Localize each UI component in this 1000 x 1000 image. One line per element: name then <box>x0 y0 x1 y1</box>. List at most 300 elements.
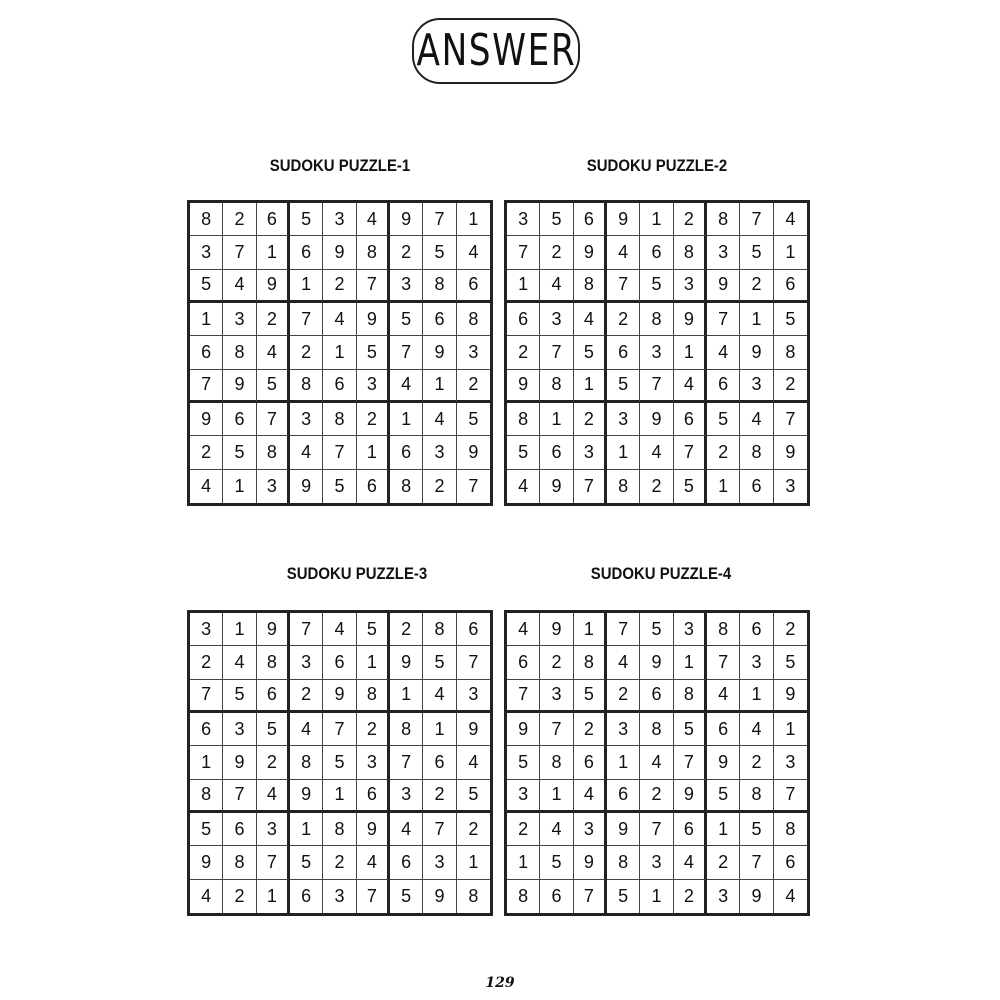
puzzle-3-title: SUDOKU PUZZLE-3 <box>286 564 428 583</box>
sudoku-cell: 3 <box>507 203 540 236</box>
sudoku-cell: 6 <box>774 846 807 879</box>
sudoku-cell: 2 <box>290 336 323 369</box>
sudoku-cell: 6 <box>390 846 423 879</box>
sudoku-cell: 3 <box>223 303 256 336</box>
sudoku-cell: 2 <box>540 236 573 269</box>
sudoku-cell: 1 <box>540 403 573 436</box>
sudoku-cell: 9 <box>290 780 323 813</box>
sudoku-cell: 6 <box>457 613 490 646</box>
sudoku-cell: 2 <box>190 646 223 679</box>
sudoku-cell: 1 <box>574 613 607 646</box>
sudoku-cell: 8 <box>674 680 707 713</box>
sudoku-cell: 5 <box>774 303 807 336</box>
sudoku-cell: 8 <box>357 236 390 269</box>
sudoku-cell: 6 <box>507 303 540 336</box>
sudoku-cell: 2 <box>607 303 640 336</box>
sudoku-cell: 1 <box>290 813 323 846</box>
sudoku-cell: 8 <box>357 680 390 713</box>
sudoku-cell: 3 <box>740 370 773 403</box>
sudoku-cell: 1 <box>423 713 456 746</box>
sudoku-cell: 3 <box>774 746 807 779</box>
sudoku-cell: 6 <box>607 780 640 813</box>
sudoku-cell: 8 <box>390 470 423 503</box>
sudoku-cell: 7 <box>290 613 323 646</box>
sudoku-cell: 7 <box>457 646 490 679</box>
sudoku-cell: 3 <box>190 236 223 269</box>
sudoku-cell: 6 <box>423 746 456 779</box>
sudoku-cell: 9 <box>257 270 290 303</box>
sudoku-cell: 6 <box>290 880 323 913</box>
sudoku-cell: 5 <box>390 880 423 913</box>
puzzle-4-grid <box>504 610 810 916</box>
sudoku-cell: 3 <box>457 336 490 369</box>
sudoku-cell: 5 <box>357 613 390 646</box>
sudoku-cell: 3 <box>323 880 356 913</box>
sudoku-cell: 2 <box>257 746 290 779</box>
sudoku-cell: 7 <box>740 846 773 879</box>
sudoku-cell: 6 <box>257 680 290 713</box>
sudoku-cell: 1 <box>357 436 390 469</box>
sudoku-cell: 5 <box>674 470 707 503</box>
sudoku-cell: 4 <box>674 846 707 879</box>
sudoku-cell: 3 <box>423 436 456 469</box>
sudoku-cell: 7 <box>223 780 256 813</box>
sudoku-cell: 7 <box>390 336 423 369</box>
sudoku-cell: 6 <box>357 780 390 813</box>
sudoku-cell: 7 <box>257 403 290 436</box>
sudoku-cell: 2 <box>323 846 356 879</box>
sudoku-cell: 3 <box>785 475 796 496</box>
sudoku-cell: 1 <box>540 780 573 813</box>
sudoku-cell: 4 <box>357 203 390 236</box>
sudoku-cell: 4 <box>223 646 256 679</box>
sudoku-cell: 2 <box>357 403 390 436</box>
sudoku-cell: 2 <box>423 470 456 503</box>
sudoku-cell: 2 <box>707 436 740 469</box>
sudoku-cell: 6 <box>507 646 540 679</box>
sudoku-cell: 2 <box>774 613 807 646</box>
sudoku-cell: 8 <box>640 713 673 746</box>
sudoku-cell: 9 <box>707 270 740 303</box>
sudoku-cell: 7 <box>540 713 573 746</box>
puzzle-3-grid <box>187 610 493 916</box>
sudoku-cell: 2 <box>674 203 707 236</box>
sudoku-cell: 5 <box>540 846 573 879</box>
sudoku-cell: 5 <box>574 336 607 369</box>
sudoku-cell: 8 <box>607 470 640 503</box>
sudoku-cell: 3 <box>390 270 423 303</box>
sudoku-cell: 7 <box>707 646 740 679</box>
sudoku-cell: 7 <box>357 880 390 913</box>
sudoku-cell: 4 <box>540 270 573 303</box>
sudoku-cell: 8 <box>507 880 540 913</box>
sudoku-cell: 8 <box>507 403 540 436</box>
sudoku-cell: 8 <box>423 613 456 646</box>
sudoku-cell: 2 <box>574 713 607 746</box>
sudoku-cell: 2 <box>740 746 773 779</box>
sudoku-cell: 7 <box>674 436 707 469</box>
sudoku-cell: 3 <box>423 846 456 879</box>
sudoku-cell: 9 <box>574 236 607 269</box>
sudoku-cell: 6 <box>674 813 707 846</box>
sudoku-cell: 2 <box>640 780 673 813</box>
sudoku-cell: 1 <box>740 680 773 713</box>
sudoku-cell: 8 <box>740 780 773 813</box>
sudoku-cell: 4 <box>640 746 673 779</box>
sudoku-cell: 5 <box>257 713 290 746</box>
sudoku-cell: 6 <box>607 336 640 369</box>
sudoku-cell: 9 <box>607 203 640 236</box>
sudoku-cell: 1 <box>740 303 773 336</box>
sudoku-cell: 6 <box>574 746 607 779</box>
sudoku-cell: 6 <box>707 713 740 746</box>
sudoku-cell: 7 <box>507 680 540 713</box>
sudoku-cell: 8 <box>574 270 607 303</box>
sudoku-cell: 2 <box>390 613 423 646</box>
sudoku-cell: 5 <box>607 880 640 913</box>
sudoku-cell: 4 <box>390 370 423 403</box>
sudoku-cell: 7 <box>674 746 707 779</box>
sudoku-cell: 1 <box>190 303 223 336</box>
sudoku-cell: 6 <box>540 880 573 913</box>
sudoku-cell: 6 <box>290 236 323 269</box>
sudoku-cell: 3 <box>640 336 673 369</box>
sudoku-cell: 9 <box>457 713 490 746</box>
sudoku-cell: 7 <box>607 613 640 646</box>
sudoku-cell: 3 <box>357 746 390 779</box>
sudoku-cell: 5 <box>290 846 323 879</box>
sudoku-cell: 8 <box>190 780 223 813</box>
sudoku-cell: 8 <box>223 336 256 369</box>
sudoku-cell: 6 <box>740 470 773 503</box>
sudoku-cell: 7 <box>574 880 607 913</box>
sudoku-cell: 4 <box>707 336 740 369</box>
sudoku-cell: 7 <box>607 270 640 303</box>
sudoku-cell: 8 <box>290 370 323 403</box>
sudoku-cell: 1 <box>507 846 540 879</box>
sudoku-cell: 2 <box>507 336 540 369</box>
sudoku-cell: 6 <box>323 646 356 679</box>
sudoku-cell: 5 <box>457 403 490 436</box>
answer-title-frame <box>412 18 580 84</box>
sudoku-cell: 6 <box>423 303 456 336</box>
sudoku-cell: 5 <box>457 780 490 813</box>
sudoku-cell: 4 <box>740 403 773 436</box>
sudoku-cell: 1 <box>290 270 323 303</box>
sudoku-cell: 9 <box>357 303 390 336</box>
sudoku-cell: 9 <box>574 846 607 879</box>
sudoku-cell: 7 <box>468 475 479 496</box>
sudoku-cell: 7 <box>390 746 423 779</box>
sudoku-cell: 6 <box>323 370 356 403</box>
puzzle-4-title: SUDOKU PUZZLE-4 <box>590 564 732 583</box>
sudoku-cell: 1 <box>507 270 540 303</box>
sudoku-cell: 6 <box>707 370 740 403</box>
sudoku-cell: 7 <box>190 370 223 403</box>
page-number: 129 <box>485 975 515 991</box>
sudoku-cell: 3 <box>323 203 356 236</box>
sudoku-cell: 4 <box>674 370 707 403</box>
sudoku-cell: 9 <box>774 680 807 713</box>
sudoku-cell: 3 <box>740 646 773 679</box>
sudoku-cell: 1 <box>607 746 640 779</box>
sudoku-cell: 5 <box>323 746 356 779</box>
sudoku-cell: 8 <box>607 846 640 879</box>
sudoku-cell: 5 <box>640 613 673 646</box>
sudoku-cell: 3 <box>607 713 640 746</box>
sudoku-cell: 9 <box>423 336 456 369</box>
sudoku-cell: 9 <box>357 813 390 846</box>
sudoku-cell: 4 <box>423 403 456 436</box>
sudoku-cell: 1 <box>607 436 640 469</box>
sudoku-cell: 3 <box>540 303 573 336</box>
sudoku-cell: 7 <box>290 303 323 336</box>
sudoku-cell: 9 <box>507 713 540 746</box>
sudoku-cell: 7 <box>574 470 607 503</box>
puzzle-2-title: SUDOKU PUZZLE-2 <box>586 156 728 175</box>
sudoku-cell: 4 <box>390 813 423 846</box>
sudoku-cell: 9 <box>740 336 773 369</box>
sudoku-cell: 8 <box>468 885 479 906</box>
sudoku-cell: 4 <box>257 336 290 369</box>
sudoku-cell: 2 <box>190 436 223 469</box>
sudoku-cell: 5 <box>574 680 607 713</box>
sudoku-cell: 8 <box>323 813 356 846</box>
sudoku-cell: 5 <box>774 646 807 679</box>
sudoku-cell: 3 <box>257 813 290 846</box>
sudoku-cell: 1 <box>423 370 456 403</box>
sudoku-cell: 9 <box>674 303 707 336</box>
sudoku-cell: 4 <box>223 270 256 303</box>
sudoku-cell: 2 <box>707 846 740 879</box>
sudoku-cell: 5 <box>390 303 423 336</box>
sudoku-cell: 6 <box>357 470 390 503</box>
sudoku-cell: 7 <box>640 370 673 403</box>
sudoku-cell: 3 <box>574 436 607 469</box>
sudoku-cell: 8 <box>457 303 490 336</box>
sudoku-cell: 4 <box>323 613 356 646</box>
sudoku-cell: 8 <box>540 746 573 779</box>
sudoku-cell: 6 <box>774 270 807 303</box>
sudoku-cell: 5 <box>540 203 573 236</box>
sudoku-cell: 1 <box>640 203 673 236</box>
sudoku-cell: 2 <box>640 470 673 503</box>
sudoku-cell: 7 <box>540 336 573 369</box>
sudoku-cell: 7 <box>774 780 807 813</box>
sudoku-cell: 5 <box>423 236 456 269</box>
sudoku-cell: 4 <box>190 470 223 503</box>
sudoku-cell: 9 <box>390 646 423 679</box>
sudoku-cell: 4 <box>507 613 540 646</box>
sudoku-cell: 8 <box>290 746 323 779</box>
sudoku-cell: 4 <box>423 680 456 713</box>
sudoku-cell: 3 <box>190 613 223 646</box>
sudoku-cell: 9 <box>640 403 673 436</box>
sudoku-cell: 9 <box>223 370 256 403</box>
sudoku-cell: 1 <box>190 746 223 779</box>
sudoku-cell: 2 <box>574 403 607 436</box>
sudoku-cell: 8 <box>390 713 423 746</box>
sudoku-cell: 9 <box>390 203 423 236</box>
sudoku-cell: 6 <box>640 680 673 713</box>
sudoku-cell: 3 <box>290 403 323 436</box>
sudoku-cell: 1 <box>674 336 707 369</box>
sudoku-cell: 8 <box>540 370 573 403</box>
sudoku-cell: 8 <box>640 303 673 336</box>
sudoku-cell: 4 <box>574 303 607 336</box>
sudoku-cell: 5 <box>607 370 640 403</box>
sudoku-cell: 1 <box>457 846 490 879</box>
sudoku-cell: 8 <box>423 270 456 303</box>
sudoku-cell: 1 <box>707 470 740 503</box>
sudoku-cell: 3 <box>607 403 640 436</box>
sudoku-cell: 1 <box>257 236 290 269</box>
sudoku-cell: 3 <box>390 780 423 813</box>
sudoku-cell: 4 <box>290 713 323 746</box>
sudoku-cell: 4 <box>607 236 640 269</box>
sudoku-cell: 8 <box>257 646 290 679</box>
sudoku-cell: 3 <box>674 613 707 646</box>
sudoku-cell: 8 <box>740 436 773 469</box>
sudoku-cell: 4 <box>457 236 490 269</box>
sudoku-cell: 2 <box>674 880 707 913</box>
sudoku-cell: 8 <box>190 203 223 236</box>
sudoku-cell: 2 <box>223 203 256 236</box>
sudoku-cell: 8 <box>223 846 256 879</box>
sudoku-cell: 7 <box>357 270 390 303</box>
sudoku-cell: 1 <box>674 646 707 679</box>
puzzle-2-grid <box>504 200 810 506</box>
sudoku-cell: 5 <box>357 336 390 369</box>
sudoku-cell: 9 <box>507 370 540 403</box>
sudoku-cell: 7 <box>190 680 223 713</box>
sudoku-cell: 1 <box>223 613 256 646</box>
sudoku-cell: 7 <box>707 303 740 336</box>
sudoku-cell: 8 <box>707 613 740 646</box>
sudoku-cell: 5 <box>674 713 707 746</box>
sudoku-cell: 4 <box>290 436 323 469</box>
sudoku-cell: 1 <box>774 713 807 746</box>
sudoku-cell: 5 <box>223 436 256 469</box>
sudoku-cell: 5 <box>507 436 540 469</box>
sudoku-cell: 6 <box>223 813 256 846</box>
sudoku-cell: 6 <box>457 270 490 303</box>
sudoku-cell: 7 <box>774 403 807 436</box>
sudoku-cell: 3 <box>707 880 740 913</box>
sudoku-cell: 8 <box>574 646 607 679</box>
sudoku-cell: 1 <box>357 646 390 679</box>
sudoku-cell: 9 <box>740 880 773 913</box>
sudoku-cell: 4 <box>774 203 807 236</box>
sudoku-cell: 9 <box>190 403 223 436</box>
sudoku-cell: 3 <box>640 846 673 879</box>
sudoku-cell: 6 <box>674 403 707 436</box>
sudoku-cell: 1 <box>223 470 256 503</box>
sudoku-cell: 9 <box>423 880 456 913</box>
sudoku-cell: 2 <box>774 370 807 403</box>
sudoku-cell: 1 <box>323 336 356 369</box>
sudoku-cell: 3 <box>290 646 323 679</box>
sudoku-cell: 6 <box>190 713 223 746</box>
page-title: ANSWER <box>416 25 576 76</box>
sudoku-cell: 7 <box>323 436 356 469</box>
sudoku-cell: 2 <box>257 303 290 336</box>
sudoku-cell: 3 <box>357 370 390 403</box>
sudoku-cell: 1 <box>457 203 490 236</box>
sudoku-cell: 3 <box>540 680 573 713</box>
sudoku-cell: 2 <box>390 236 423 269</box>
sudoku-cell: 9 <box>323 680 356 713</box>
sudoku-cell: 2 <box>540 646 573 679</box>
sudoku-cell: 7 <box>507 236 540 269</box>
sudoku-cell: 6 <box>640 236 673 269</box>
sudoku-cell: 9 <box>707 746 740 779</box>
sudoku-cell: 2 <box>357 713 390 746</box>
sudoku-cell: 5 <box>423 646 456 679</box>
sudoku-cell: 4 <box>190 880 223 913</box>
sudoku-cell: 9 <box>674 780 707 813</box>
sudoku-cell: 4 <box>357 846 390 879</box>
puzzle-1-grid <box>187 200 493 506</box>
sudoku-cell: 3 <box>457 680 490 713</box>
sudoku-cell: 2 <box>507 813 540 846</box>
sudoku-cell: 2 <box>323 270 356 303</box>
sudoku-cell: 9 <box>540 613 573 646</box>
sudoku-cell: 5 <box>740 813 773 846</box>
sudoku-cell: 2 <box>607 680 640 713</box>
sudoku-cell: 2 <box>740 270 773 303</box>
sudoku-cell: 7 <box>323 713 356 746</box>
sudoku-cell: 4 <box>574 780 607 813</box>
sudoku-cell: 6 <box>574 203 607 236</box>
sudoku-cell: 1 <box>257 880 290 913</box>
sudoku-cell: 4 <box>740 713 773 746</box>
sudoku-cell: 5 <box>190 813 223 846</box>
sudoku-cell: 4 <box>707 680 740 713</box>
sudoku-cell: 2 <box>223 880 256 913</box>
sudoku-cell: 5 <box>740 236 773 269</box>
sudoku-cell: 9 <box>190 846 223 879</box>
sudoku-cell: 5 <box>257 370 290 403</box>
sudoku-cell: 3 <box>257 470 290 503</box>
sudoku-cell: 3 <box>674 270 707 303</box>
sudoku-cell: 6 <box>190 336 223 369</box>
sudoku-cell: 8 <box>323 403 356 436</box>
sudoku-cell: 9 <box>457 436 490 469</box>
sudoku-cell: 9 <box>257 613 290 646</box>
sudoku-cell: 8 <box>674 236 707 269</box>
sudoku-cell: 9 <box>323 236 356 269</box>
sudoku-cell: 7 <box>640 813 673 846</box>
sudoku-cell: 1 <box>707 813 740 846</box>
sudoku-cell: 7 <box>257 846 290 879</box>
sudoku-cell: 4 <box>540 813 573 846</box>
sudoku-cell: 6 <box>740 613 773 646</box>
sudoku-cell: 6 <box>257 203 290 236</box>
sudoku-cell: 6 <box>223 403 256 436</box>
sudoku-cell: 1 <box>390 680 423 713</box>
sudoku-cell: 3 <box>574 813 607 846</box>
sudoku-cell: 1 <box>774 236 807 269</box>
sudoku-cell: 2 <box>290 680 323 713</box>
sudoku-cell: 8 <box>774 813 807 846</box>
sudoku-cell: 4 <box>323 303 356 336</box>
sudoku-cell: 4 <box>257 780 290 813</box>
sudoku-cell: 7 <box>740 203 773 236</box>
sudoku-cell: 1 <box>574 370 607 403</box>
sudoku-cell: 3 <box>707 236 740 269</box>
sudoku-cell: 9 <box>774 436 807 469</box>
